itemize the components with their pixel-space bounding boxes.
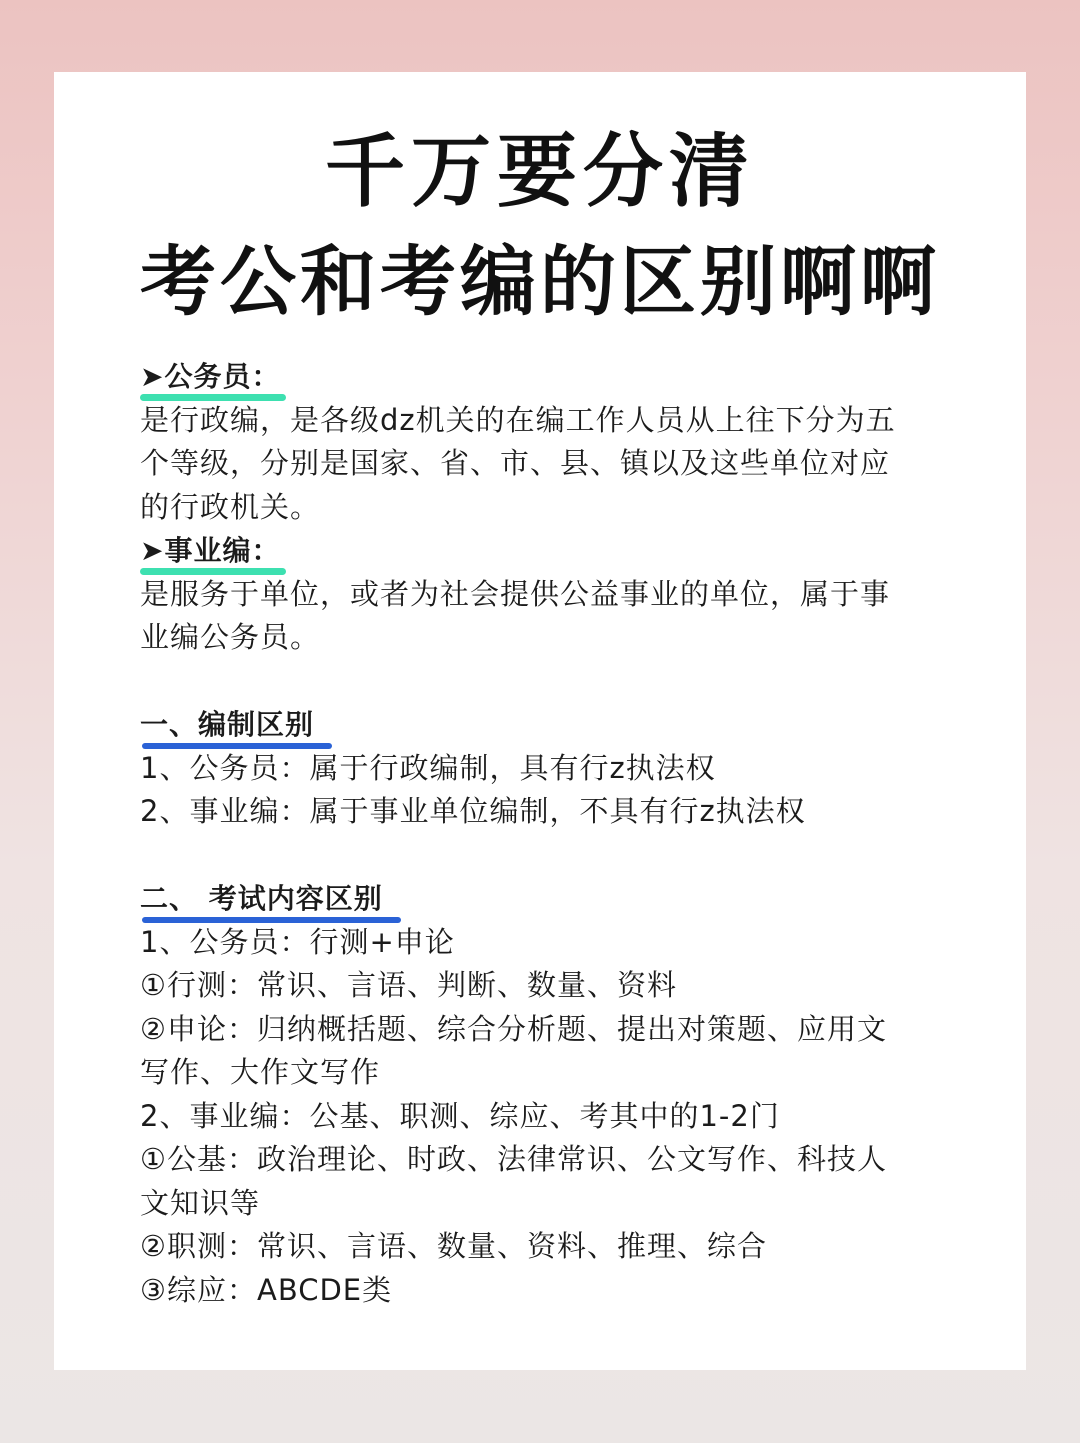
paragraph-line: 是服务于单位，或者为社会提供公益事业的单位，属于事 — [140, 576, 891, 611]
list-item: ③综应：ABCDE类 — [140, 1272, 393, 1307]
list-item: 1、公务员：属于行政编制，具有行z执法权 — [140, 750, 716, 785]
title-line-1: 千万要分清 — [325, 125, 755, 218]
list-item: 1、公务员：行测+申论 — [140, 924, 455, 959]
heading-public-institution: ➤事业编： — [140, 529, 280, 573]
paragraph-line: 业编公务员。 — [140, 620, 321, 654]
spacer — [140, 834, 940, 878]
heading-exam-difference: 二、 考试内容区别 — [140, 877, 383, 921]
list-item: 写作、大作文写作 — [140, 1055, 381, 1089]
paragraph-line: 的行政机关。 — [140, 489, 321, 524]
paragraph-line: 是行政编，是各级dz机关的在编工作人员从上往下分为五 — [140, 402, 896, 437]
list-item: ①行测：常识、言语、判断、数量、资料 — [140, 968, 677, 1002]
heading-civil-servant: ➤公务员： — [140, 355, 280, 399]
list-item: 2、事业编：属于事业单位编制，不具有行z执法权 — [140, 794, 806, 828]
list-item: ②申论：归纳概括题、综合分析题、提出对策题、应用文 — [140, 1011, 887, 1046]
list-item: ①公基：政治理论、时政、法律常识、公文写作、科技人 — [140, 1142, 887, 1176]
content-card — [54, 72, 1026, 1370]
list-item: ②职测：常识、言语、数量、资料、推理、综合 — [140, 1229, 767, 1263]
list-item: 文知识等 — [140, 1185, 261, 1220]
spacer — [140, 660, 940, 704]
list-item: 2、事业编：公基、职测、综应、考其中的1-2门 — [140, 1098, 780, 1133]
article-body — [140, 355, 940, 1312]
heading-establishment-difference: 一、编制区别 — [140, 703, 314, 747]
title-line-2: 考公和考编的区别啊啊 — [140, 237, 940, 326]
paragraph-line: 个等级，分别是国家、省、市、县、镇以及这些单位对应 — [140, 446, 891, 480]
